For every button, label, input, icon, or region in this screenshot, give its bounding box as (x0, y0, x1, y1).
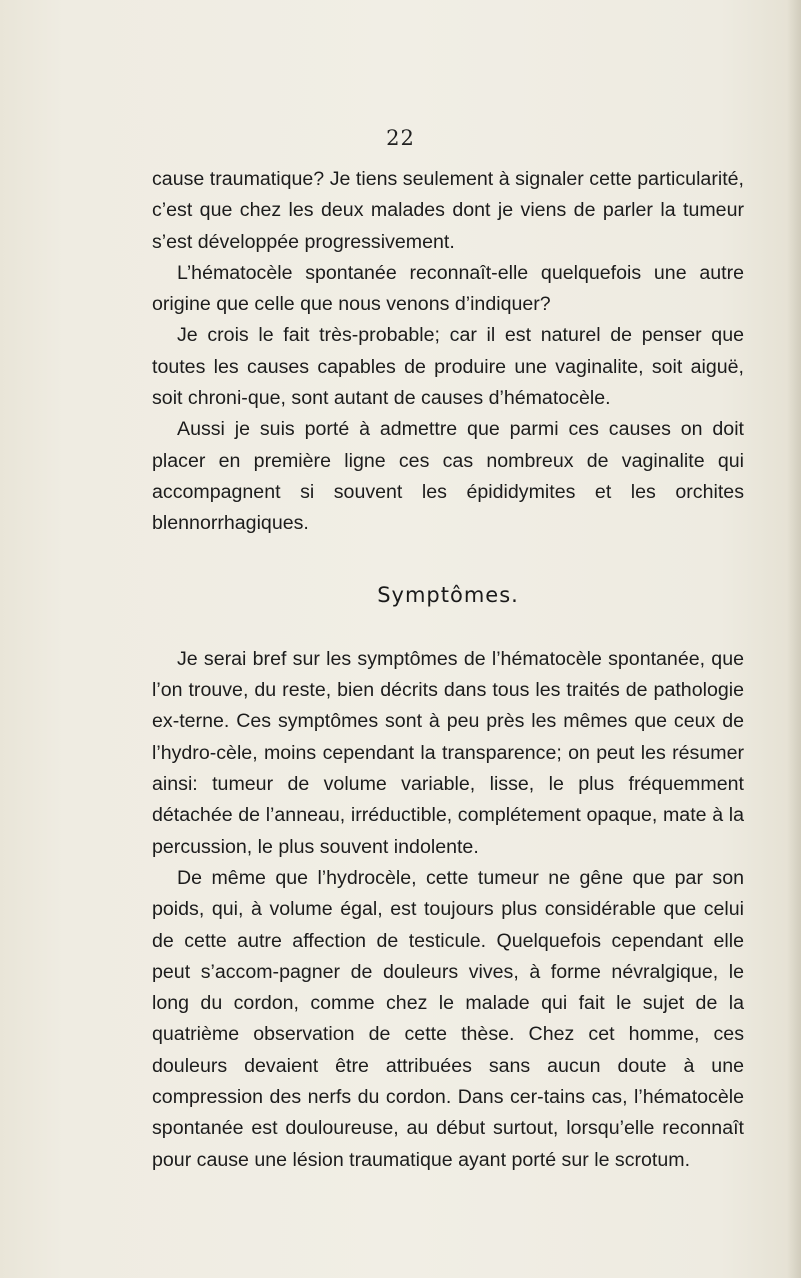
page-number: 22 (386, 126, 415, 150)
paragraph: L’hématocèle spontanée reconnaît-elle quelquefois une autre origine que celle que nous venons d’indiquer? (152, 261, 744, 316)
paragraph: Aussi je suis porté à admettre que parmi ces causes on doit placer en première ligne ces cas nombreux de vaginalite qui accompagnent si souvent les épididymites et les orchites blennorrhagiques. (152, 418, 744, 535)
paragraph-continuation: cause traumatique? Je tiens seulement à signaler cette particularité, c’est que chez les deux malades dont je viens de parler la tumeur s’est développée progressivement. (152, 168, 744, 253)
paragraph: Je serai bref sur les symptômes de l’hématocèle spontanée, que l’on trouve, du reste, bien décrits dans tous les traités de pathologie ex-terne. Ces symptômes sont à peu près les mêmes que ceux de l’hydro-cèle, moins cependant la transparence; on peut les résumer ainsi: tumeur de volume variable, lisse, le plus fréquemment détachée de l’anneau, irréductible, complétement opaque, mate à la percussion, le plus souvent indolente. (152, 647, 744, 858)
paragraph: Je crois le fait très-probable; car il est naturel de penser que toutes les causes capables de produire une vaginalite, soit aiguë, soit chroni-que, sont autant de causes d’hématocèle. (152, 324, 744, 410)
page-edge-shadow (787, 0, 801, 1278)
body-text (152, 164, 744, 1176)
paragraph: De même que l’hydrocèle, cette tumeur ne gêne que par son poids, qui, à volume égal, est toujours plus considérable que celui de cette autre affection de testicule. Quelquefois cependant elle peut s’accom-pagner de douleurs vives, à forme névralgique, le long du cordon, comme chez le malade qui fait le sujet de la quatrième observation de cette thèse. Chez cet homme, ces douleurs devaient être attribuées sans aucun doute à une compression des nerfs du cordon. Dans cer-tains cas, l’hématocèle spontanée est douloureuse, au début surtout, lorsqu’elle reconnaît pour cause une lésion traumatique ayant porté sur le scrotum. (152, 866, 744, 1171)
section-heading: Symptômes. (377, 582, 519, 607)
